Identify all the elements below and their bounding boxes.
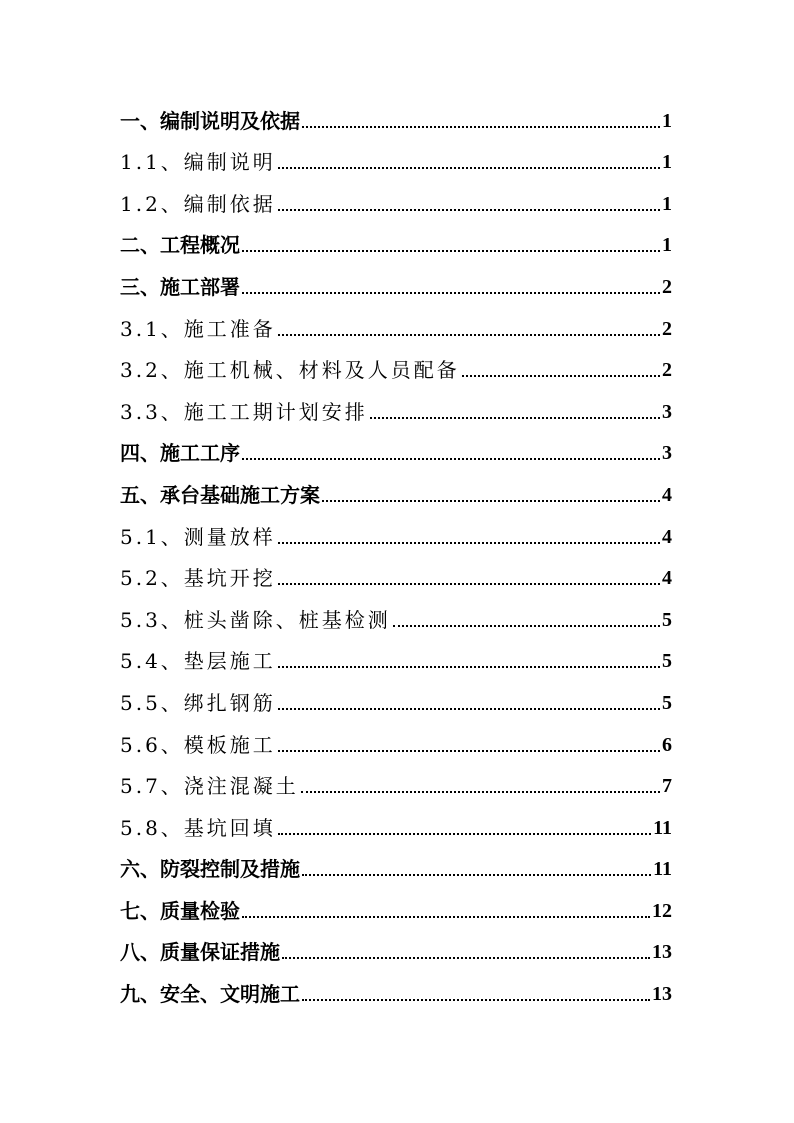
toc-entry-label: 一、编制说明及依据 — [120, 108, 300, 133]
toc-entry[interactable] — [120, 388, 672, 430]
toc-entry-page-number: 5 — [662, 650, 672, 673]
toc-entry-label: 1.2、编制依据 — [120, 191, 276, 216]
toc-entry[interactable] — [120, 180, 672, 222]
toc-entry[interactable] — [120, 222, 672, 264]
toc-entry[interactable] — [120, 430, 672, 472]
toc-entry[interactable] — [120, 679, 672, 721]
toc-entry[interactable] — [120, 970, 672, 1012]
toc-entry-label: 5.3、桩头凿除、桩基检测 — [120, 607, 391, 632]
toc-dot-leader — [302, 999, 650, 1001]
toc-entry-page-number: 7 — [662, 775, 672, 798]
toc-entry-label: 5.2、基坑开挖 — [120, 566, 276, 591]
toc-dot-leader — [302, 126, 660, 128]
toc-dot-leader — [301, 791, 660, 793]
toc-dot-leader — [242, 292, 660, 294]
toc-dot-leader — [462, 375, 660, 377]
toc-dot-leader — [278, 167, 660, 169]
toc-entry[interactable] — [120, 929, 672, 971]
toc-entry-page-number: 6 — [662, 733, 672, 756]
toc-dot-leader — [370, 417, 660, 419]
toc-entry-label: 5.1、测量放样 — [120, 524, 276, 549]
toc-dot-leader — [278, 833, 651, 835]
toc-entry[interactable] — [120, 347, 672, 389]
toc-entry[interactable] — [120, 513, 672, 555]
toc-dot-leader — [302, 874, 651, 876]
toc-entry-page-number: 1 — [662, 109, 672, 132]
toc-entry-page-number: 12 — [652, 899, 672, 922]
toc-entry-page-number: 3 — [662, 400, 672, 423]
toc-entry-page-number: 4 — [662, 483, 672, 506]
toc-entry[interactable] — [120, 305, 672, 347]
toc-entry-page-number: 11 — [653, 816, 672, 839]
toc-entry-page-number: 2 — [662, 359, 672, 382]
toc-entry[interactable] — [120, 596, 672, 638]
toc-dot-leader — [278, 666, 660, 668]
toc-entry-page-number: 13 — [652, 983, 672, 1006]
toc-entry[interactable] — [120, 263, 672, 305]
toc-entry-label: 八、质量保证措施 — [120, 940, 280, 965]
toc-entry[interactable] — [120, 555, 672, 597]
toc-dot-leader — [282, 957, 650, 959]
toc-entry-page-number: 1 — [662, 234, 672, 257]
toc-entry[interactable] — [120, 846, 672, 888]
toc-entry-label: 3.1、施工准备 — [120, 316, 276, 341]
toc-dot-leader — [322, 500, 660, 502]
toc-entry-page-number: 1 — [662, 192, 672, 215]
toc-entry-label: 5.6、模板施工 — [120, 732, 276, 757]
toc-entry-page-number: 11 — [653, 858, 672, 881]
toc-entry[interactable] — [120, 721, 672, 763]
toc-entry-page-number: 3 — [662, 442, 672, 465]
toc-entry-label: 三、施工部署 — [120, 274, 240, 299]
toc-dot-leader — [393, 625, 660, 627]
toc-entry[interactable] — [120, 471, 672, 513]
toc-entry-label: 五、承台基础施工方案 — [120, 482, 320, 507]
toc-dot-leader — [278, 334, 660, 336]
toc-entry-label: 3.3、施工工期计划安排 — [120, 399, 368, 424]
toc-entry[interactable] — [120, 763, 672, 805]
toc-dot-leader — [242, 916, 650, 918]
toc-entry[interactable] — [120, 139, 672, 181]
toc-entry-page-number: 5 — [662, 608, 672, 631]
toc-dot-leader — [242, 458, 660, 460]
toc-dot-leader — [278, 750, 660, 752]
toc-dot-leader — [278, 542, 660, 544]
toc-dot-leader — [278, 708, 660, 710]
toc-entry-page-number: 4 — [662, 525, 672, 548]
toc-entry-page-number: 4 — [662, 567, 672, 590]
toc-entry[interactable] — [120, 804, 672, 846]
toc-entry-label: 5.5、绑扎钢筋 — [120, 690, 276, 715]
toc-entry-page-number: 1 — [662, 151, 672, 174]
toc-dot-leader — [242, 250, 660, 252]
toc-dot-leader — [278, 583, 660, 585]
toc-entry-label: 二、工程概况 — [120, 233, 240, 258]
toc-entry-label: 3.2、施工机械、材料及人员配备 — [120, 358, 460, 383]
toc-entry-page-number: 2 — [662, 275, 672, 298]
toc-entry-page-number: 13 — [652, 941, 672, 964]
toc-entry[interactable] — [120, 638, 672, 680]
toc-entry-label: 七、质量检验 — [120, 898, 240, 923]
toc-entry-label: 四、施工工序 — [120, 441, 240, 466]
toc-entry[interactable] — [120, 97, 672, 139]
toc-entry[interactable] — [120, 887, 672, 929]
toc-entry-label: 5.8、基坑回填 — [120, 815, 276, 840]
toc-entry-label: 5.4、垫层施工 — [120, 649, 276, 674]
table-of-contents — [120, 97, 672, 1012]
toc-entry-label: 1.1、编制说明 — [120, 150, 276, 175]
toc-dot-leader — [278, 209, 660, 211]
toc-entry-label: 九、安全、文明施工 — [120, 982, 300, 1007]
toc-entry-page-number: 2 — [662, 317, 672, 340]
toc-entry-label: 5.7、浇注混凝土 — [120, 774, 299, 799]
toc-entry-page-number: 5 — [662, 691, 672, 714]
toc-entry-label: 六、防裂控制及措施 — [120, 857, 300, 882]
